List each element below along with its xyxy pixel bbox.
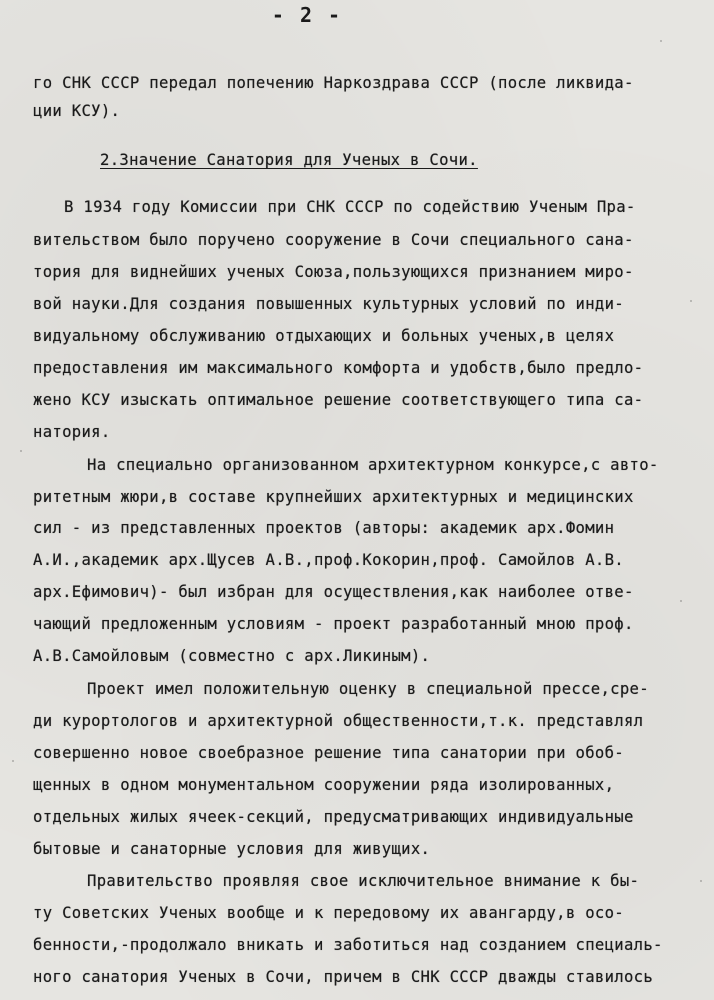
text-line: бытовые и санаторные условия для живущих. xyxy=(33,840,431,858)
paper-speck xyxy=(690,300,692,302)
text-line: ного санатория Ученых в Сочи, причем в СНК СССР дважды ставилось xyxy=(33,968,654,986)
text-line: вой науки.Для создания повышенных культурных условий по инди- xyxy=(33,295,624,313)
text-line: тория для виднейших ученых Союза,пользующихся признанием миро- xyxy=(33,263,634,281)
text-line: ции КСУ). xyxy=(33,102,121,120)
paper-speck xyxy=(700,880,702,882)
text-line: сил - из представленных проектов (авторы: академик арх.Фомин xyxy=(33,519,615,537)
text-line: ту Советских Ученых вообще и к передовому их авангарду,в осо- xyxy=(33,904,624,922)
paper-speck xyxy=(680,600,682,602)
text-line: го СНК СССР передал попечению Наркоздрава СССР (после ликвида- xyxy=(33,74,634,92)
paper-speck xyxy=(20,450,22,452)
text-line: чающий предложенным условиям - проект разработанный мною проф. xyxy=(33,615,634,633)
text-line: Проект имел положительную оценку в специальной прессе,сре- xyxy=(87,680,649,698)
paper-speck xyxy=(12,760,14,762)
paper-speck xyxy=(660,40,662,42)
text-line: арх.Ефимович)- был избран для осуществления,как наиболее отве- xyxy=(33,583,634,601)
text-line: В 1934 году Комиссии при СНК СССР по содействию Ученым Пра- xyxy=(64,198,636,216)
text-line: натория. xyxy=(33,423,111,441)
text-line: А.В.Самойловым (совместно с арх.Ликиным). xyxy=(33,647,431,665)
section-heading: 2.Значение Санатория для Ученых в Сочи. xyxy=(100,151,478,169)
text-line: Правительство проявляя свое исключительное внимание к бы- xyxy=(87,872,640,890)
text-line: бенности,-продолжало вникать и заботиться над созданием специаль- xyxy=(33,936,663,954)
text-line: ди курортологов и архитектурной общественности,т.к. представлял xyxy=(33,712,644,730)
text-line: отдельных жилых ячеек-секций, предусматривающих индивидуальные xyxy=(33,808,634,826)
text-line: совершенно новое своебразное решение типа санатории при обоб- xyxy=(33,744,624,762)
text-line: предоставления им максимального комфорта и удобств,было предло- xyxy=(33,359,644,377)
page-number: - 2 - xyxy=(271,3,343,27)
text-line: вительством было поручено сооружение в Сочи специального сана- xyxy=(33,231,634,249)
text-line: видуальному обслуживанию отдыхающих и больных ученых,в целях xyxy=(33,327,615,345)
text-line: жено КСУ изыскать оптимальное решение соответствующего типа са- xyxy=(33,391,644,409)
text-line: ритетным жюри,в составе крупнейших архитектурных и медицинских xyxy=(33,488,634,506)
text-line: А.И.,академик арх.Щусев А.В.,проф.Кокорин,проф. Самойлов А.В. xyxy=(33,551,624,569)
text-line: щенных в одном монументальном сооружении ряда изолированных, xyxy=(33,776,615,794)
text-line: На специально организованном архитектурном конкурсе,с авто- xyxy=(87,456,659,474)
